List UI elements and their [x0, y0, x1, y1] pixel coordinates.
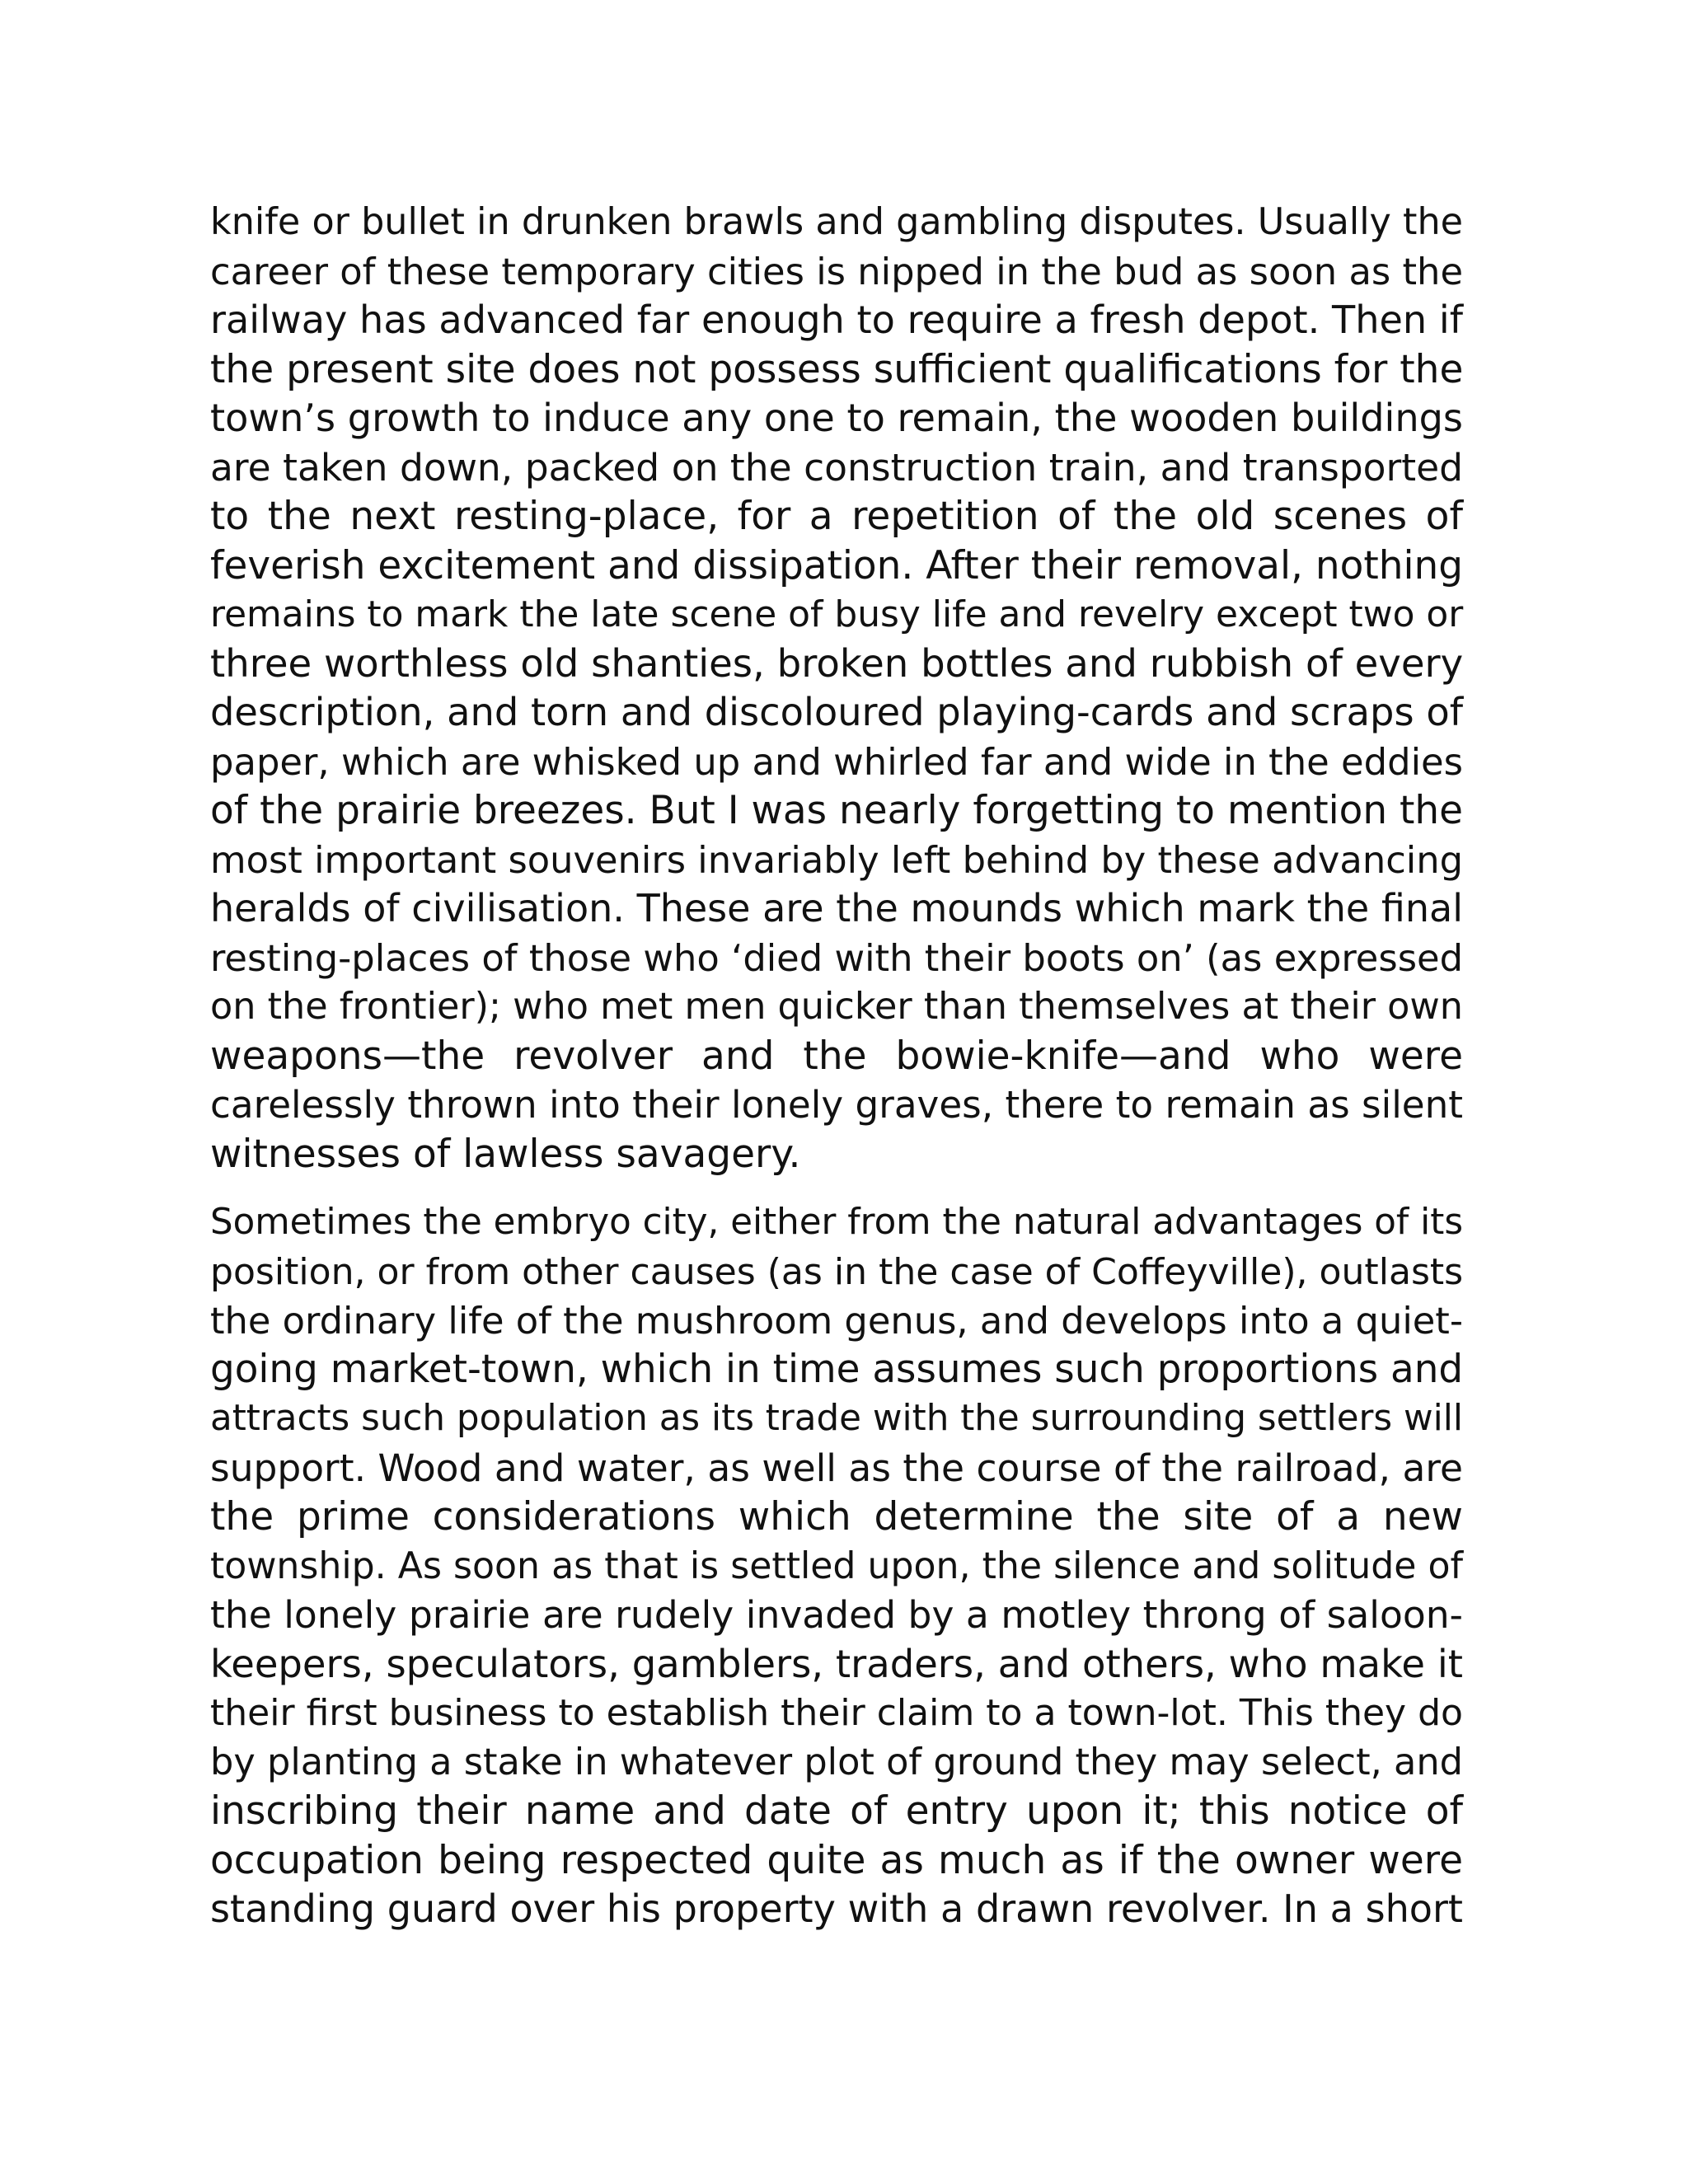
text-line: by planting a stake in whatever plot of ground they may select, and: [210, 1740, 1463, 1783]
text-line: description, and torn and discoloured playing-cards and scraps of: [210, 690, 1463, 734]
text-line: career of these temporary cities is nipped in the bud as soon as the: [210, 249, 1463, 293]
text-line: of the prairie breezes. But I was nearly forgetting to mention the: [210, 788, 1463, 833]
text-line: paper, which are whisked up and whirled far and wide in the eddies: [210, 739, 1463, 784]
text-line: knife or bullet in drunken brawls and gambling disputes. Usually the: [210, 201, 1463, 243]
text-line: the ordinary life of the mushroom genus, and develops into a quiet-: [210, 1299, 1463, 1343]
text-line: going market-town, which in time assumes such proportions and: [210, 1347, 1464, 1392]
text-line: position, or from other causes (as in the case of Coffeyville), outlasts: [210, 1250, 1464, 1293]
paragraph-1: [210, 198, 1463, 1179]
text-line: support. Wood and water, as well as the course of the railroad, are: [210, 1446, 1463, 1490]
text-line: are taken down, packed on the construction train, and transported: [210, 445, 1463, 490]
text-line: the present site does not possess sufficient qualifications for the: [210, 346, 1464, 392]
text-line: carelessly thrown into their lonely graves, there to remain as silent: [210, 1083, 1463, 1127]
text-line: heralds of civilisation. These are the mounds which mark the final: [210, 886, 1463, 930]
text-line: occupation being respected quite as much as if the owner were: [210, 1837, 1463, 1883]
paragraph-2: [210, 1198, 1463, 1934]
page-body: [210, 198, 1463, 1934]
text-line: inscribing their name and date of entry upon it; this notice of: [210, 1788, 1463, 1834]
text-line: to the next resting-place, for a repetition of the old scenes of: [210, 494, 1463, 539]
text-line: resting-places of those who ‘died with their boots on’ (as expressed: [210, 935, 1463, 980]
text-line: Sometimes the embryo city, either from the natural advantages of its: [210, 1202, 1463, 1243]
text-line: most important souvenirs invariably left behind by these advancing: [210, 837, 1463, 882]
text-line: keepers, speculators, gamblers, traders, and others, who make it: [210, 1641, 1463, 1686]
text-line: town’s growth to induce any one to remain, the wooden buildings: [210, 396, 1463, 440]
text-line: the prime considerations which determine the site of a new: [210, 1494, 1463, 1540]
text-line: witnesses of lawless savagery.: [210, 1131, 801, 1177]
text-line: railway has advanced far enough to require a fresh depot. Then if: [210, 298, 1463, 342]
text-line: the lonely prairie are rudely invaded by a motley throng of saloon-: [210, 1593, 1463, 1637]
text-line: feverish excitement and dissipation. After their removal, nothing: [210, 542, 1463, 588]
text-line: three worthless old shanties, broken bottles and rubbish of every: [210, 640, 1464, 686]
text-line: their first business to establish their claim to a town-lot. This they do: [210, 1692, 1463, 1734]
text-line: on the frontier); who met men quicker than themselves at their own: [210, 986, 1463, 1028]
text-line: standing guard over his property with a drawn revolver. In a short: [210, 1886, 1463, 1931]
text-line: attracts such population as its trade with the surrounding settlers will: [210, 1398, 1463, 1439]
text-line: weapons—the revolver and the bowie-knife—and who were: [210, 1033, 1463, 1079]
text-line: remains to mark the late scene of busy life and revelry except two or: [210, 593, 1464, 635]
text-line: township. As soon as that is settled upon, the silence and solitude of: [210, 1544, 1463, 1587]
